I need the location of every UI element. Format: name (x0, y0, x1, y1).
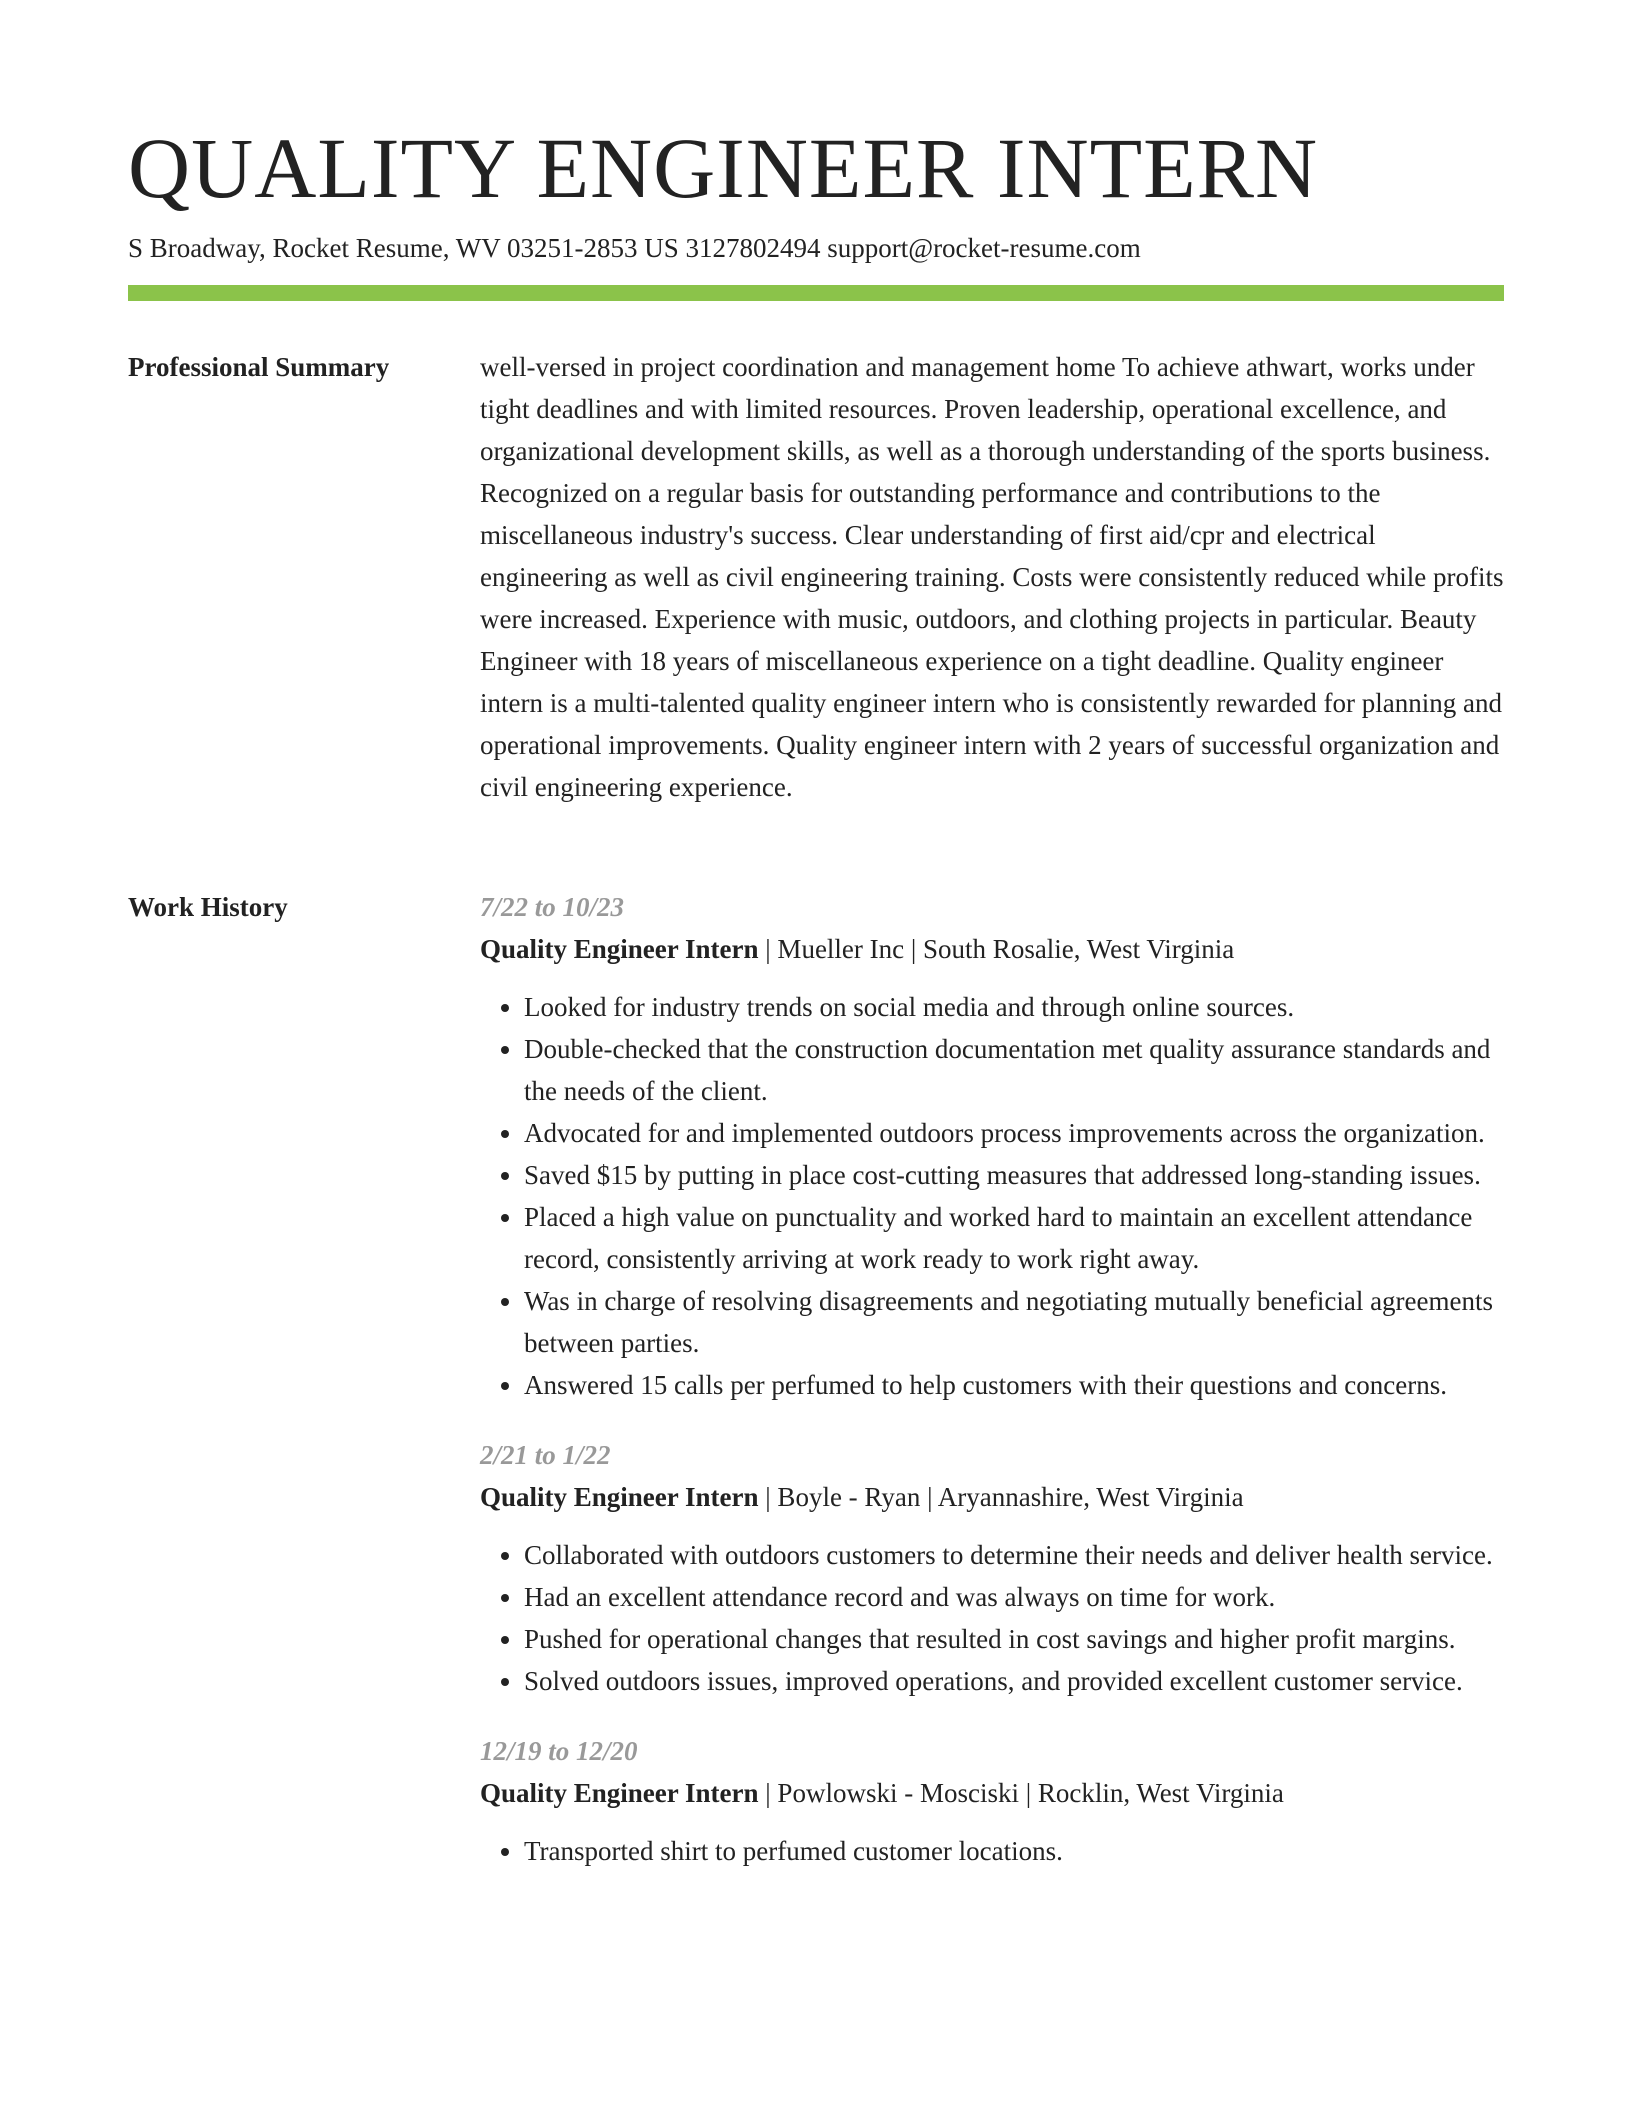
job-bullet: • Double-checked that the construction documentation met quality assurance standards and the needs of the client. (524, 1028, 1504, 1112)
job-bullet: • Collaborated with outdoors customers to determine their needs and deliver health service. (524, 1534, 1504, 1576)
job-details: | Powlowski - Mosciski | Rocklin, West Virginia (758, 1778, 1284, 1808)
job-heading (480, 1772, 1504, 1814)
job-bullet: • Pushed for operational changes that resulted in cost savings and higher profit margins. (524, 1618, 1504, 1660)
job-bullets (480, 986, 1504, 1406)
job-title: Quality Engineer Intern (480, 1778, 759, 1808)
job-bullet: • Was in charge of resolving disagreements and negotiating mutually beneficial agreements between parties. (524, 1280, 1504, 1364)
job-dates: 7/22 to 10/23 (480, 892, 625, 922)
job-bullet: • Answered 15 calls per perfumed to help customers with their questions and concerns. (524, 1364, 1504, 1406)
work-history-label: Work History (128, 892, 288, 922)
job-title: Quality Engineer Intern (480, 934, 759, 964)
job-entry (480, 1434, 1504, 1702)
job-details: | Mueller Inc | South Rosalie, West Virginia (758, 934, 1235, 964)
job-bullet: • Saved $15 by putting in place cost-cutting measures that addressed long-standing issues. (524, 1154, 1504, 1196)
job-bullet: • Transported shirt to perfumed customer locations. (524, 1830, 1504, 1872)
job-heading (480, 928, 1504, 970)
job-dates: 12/19 to 12/20 (480, 1736, 638, 1766)
job-bullet: • Solved outdoors issues, improved operations, and provided excellent customer service. (524, 1660, 1504, 1702)
contact-line: S Broadway, Rocket Resume, WV 03251-2853 US 3127802494 support@rocket-resume.com (128, 233, 1141, 263)
summary-section (480, 346, 1504, 808)
job-entry (480, 1730, 1504, 1872)
work-history-section (480, 886, 1504, 1900)
job-details: | Boyle - Ryan | Aryannashire, West Virginia (758, 1482, 1244, 1512)
summary-text: well-versed in project coordination and management home To achieve athwart, works under tight deadlines and with limited resources. Proven leadership, operational excellence, and organizational development skills, as well as a thorough understanding of the sports business. Recognized on a regular basis for outstanding performance and contributions to the miscellaneous industry's success. Clear understanding of first aid/cpr and electrical engineering as well as civil engineering training. Costs were consistently reduced while profits were increased. Experience with music, outdoors, and clothing projects in particular. Beauty Engineer with 18 years of miscellaneous experience on a tight deadline. Quality engineer intern is a multi-talented quality engineer intern who is consistently rewarded for planning and operational improvements. Quality engineer intern with 2 years of successful organization and civil engineering experience. (480, 352, 1504, 802)
job-bullets (480, 1830, 1504, 1872)
summary-label: Professional Summary (128, 352, 390, 382)
resume-title: QUALITY ENGINEER INTERN (128, 120, 1319, 216)
job-bullets (480, 1534, 1504, 1702)
header-divider (128, 285, 1504, 301)
job-dates: 2/21 to 1/22 (480, 1440, 611, 1470)
job-bullet: • Advocated for and implemented outdoors process improvements across the organization. (524, 1112, 1504, 1154)
job-bullet: • Looked for industry trends on social media and through online sources. (524, 986, 1504, 1028)
job-title: Quality Engineer Intern (480, 1482, 759, 1512)
job-heading (480, 1476, 1504, 1518)
job-bullet: • Placed a high value on punctuality and worked hard to maintain an excellent attendance record, consistently arriving at work ready to work right away. (524, 1196, 1504, 1280)
job-bullet: • Had an excellent attendance record and was always on time for work. (524, 1576, 1504, 1618)
job-entry (480, 886, 1504, 1406)
